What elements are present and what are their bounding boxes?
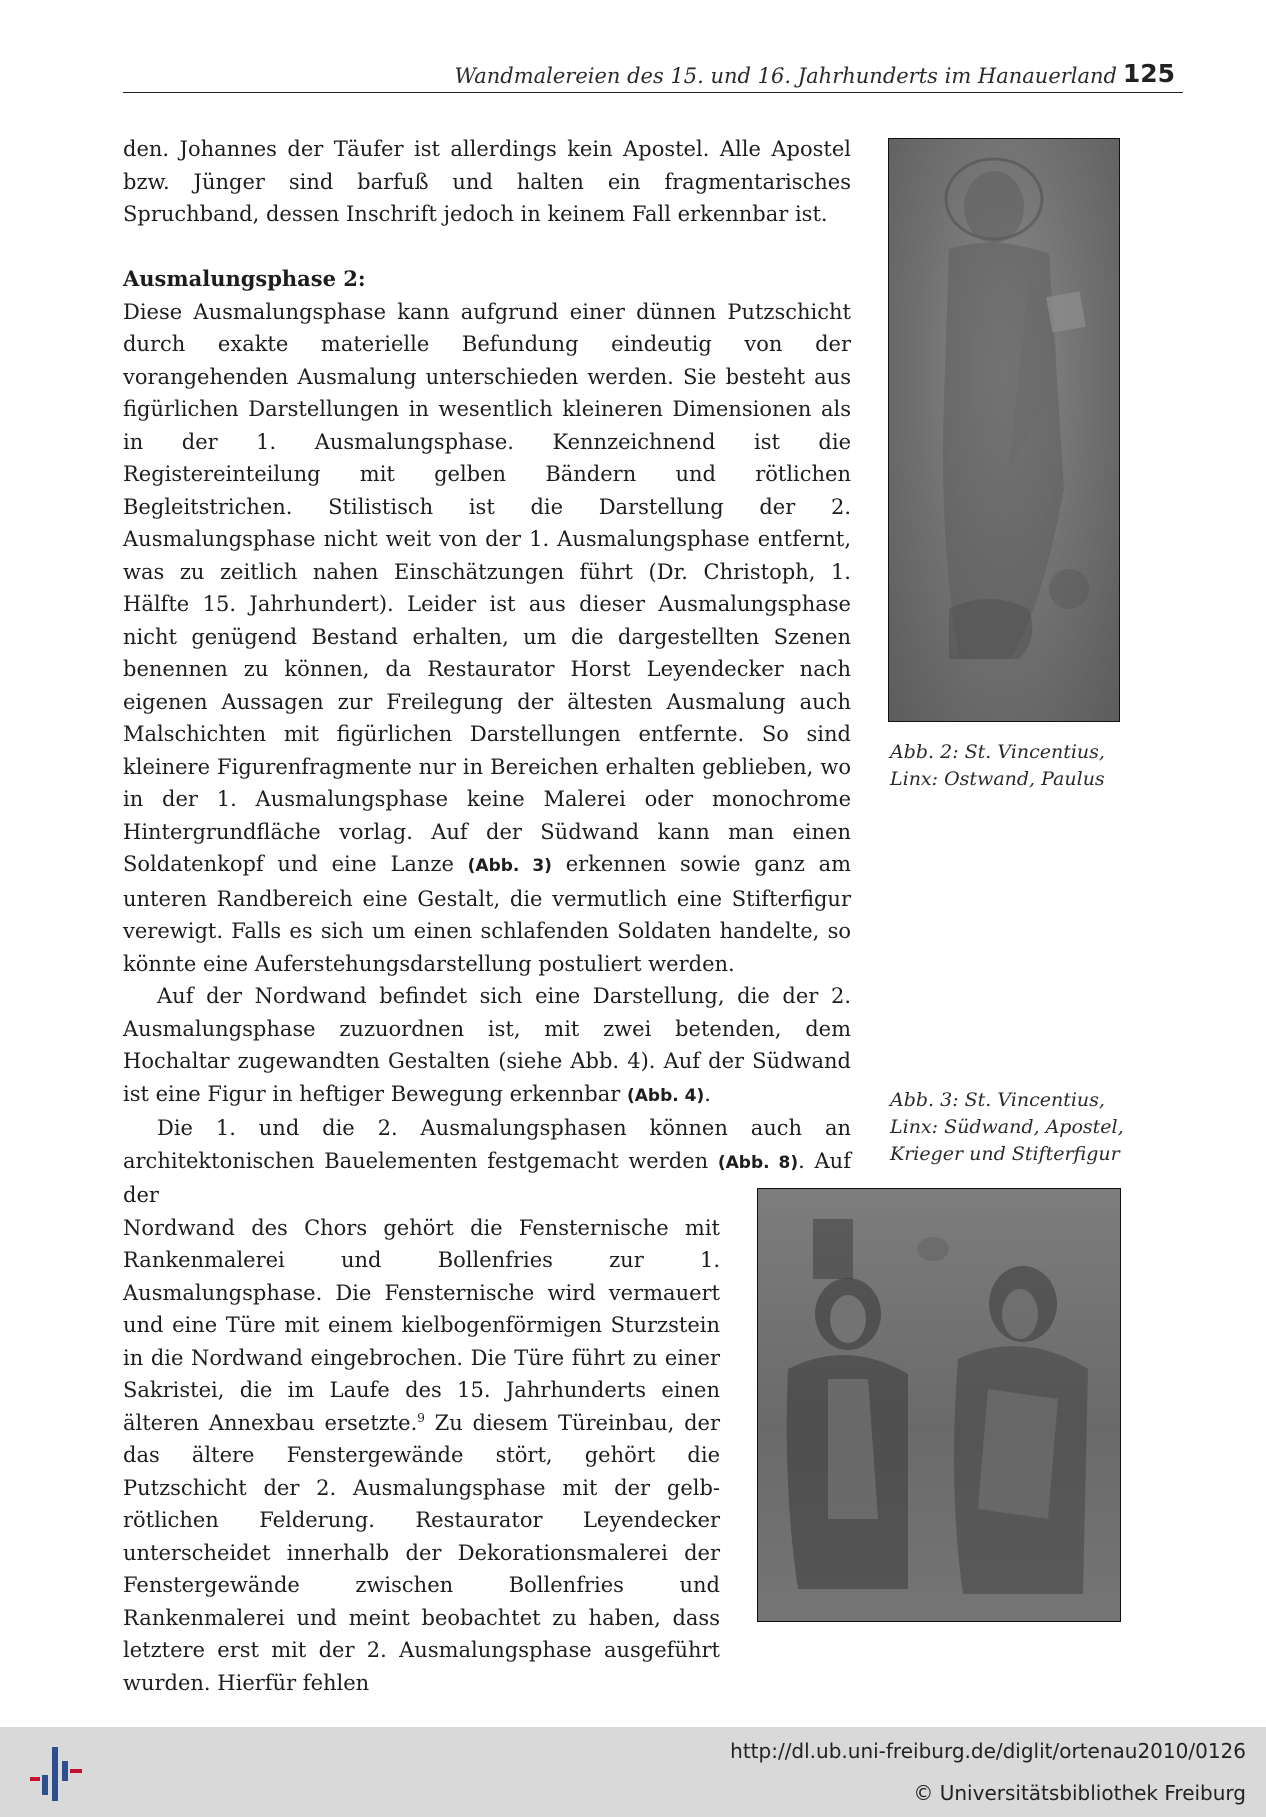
page-footer: [0, 1727, 1266, 1817]
caption-line: Linx: Südwand, Apostel,: [890, 1116, 1124, 1138]
figure-reference: (Abb. 8): [717, 1152, 799, 1173]
paragraph-fensternische-text-b: Zu diesem Türeinbau, der das ältere Fenstergewände stört, gehört die Putzschicht der 2. Ausmalungsphase mit der gelb-rötlichen Felderung. Restaurator Leyendecker unterscheidet innerhalb der Dekorationsmalerei der Fenstergewände zwischen Bollenfries und Rankenmalerei und meint beobachtet zu haben, dass letztere erst mit der 2. Ausmalungsphase ausgeführt wurden. Hierfür fehlen: [123, 1410, 720, 1695]
figure-reference: (Abb. 3): [467, 856, 552, 876]
caption-line: Krieger und Stifterfigur: [890, 1143, 1120, 1165]
figure-image-suedwand: [757, 1188, 1121, 1622]
running-title: Wandmalereien des 15. und 16. Jahrhunderts im Hanauerland: [454, 64, 1117, 88]
fresco-paulus-image: [889, 139, 1119, 721]
caption-line: Linx: Ostwand, Paulus: [890, 768, 1105, 790]
fresco-suedwand-image: [758, 1189, 1120, 1621]
figure-reference: (Abb. 4): [626, 1085, 705, 1106]
caption-line: Abb. 2: St. Vincentius,: [890, 741, 1105, 763]
copyright-notice: © Universitätsbibliothek Freiburg: [913, 1781, 1246, 1805]
paragraph-intro: den. Johannes der Täufer ist allerdings kein Apostel. Alle Apostel bzw. Jünger sind barfuß und halten ein fragmentarisches Spruchband, dessen Inschrift jedoch in keinem Fall erkennbar ist.: [123, 137, 851, 226]
paragraph-phase2-text-a: Diese Ausmalungsphase kann aufgrund einer dünnen Putzschicht durch exakte materielle Befundung eindeutig von der vorangehenden Ausmalung unterschieden werden. Sie besteht aus figürlichen Darstellungen in wesentlich kleineren Dimensionen als in der 1. Ausmalungsphase. Kennzeichnend ist die Registereinteilung mit gelben Bändern und rötlichen Begleitstrichen. Stilistisch ist die Darstellung der 2. Ausmalungsphase nicht weit von der 1. Ausmalungsphase entfernt, was zu zeitlich nahen Einschätzungen führt (Dr. Christoph, 1. Hälfte 15. Jahrhundert). Leider ist aus dieser Ausmalungsphase nicht genügend Bestand erhalten, um die dargestellten Szenen benennen zu können, da Restaurator Horst Leyendecker nach eigenen Aussagen zur Freilegung der ältesten Ausmalung auch Malschichten mit figürlichen Darstellungen entfernte. So sind kleinere Figurenfragmente nur in Bereichen erhalten geblieben, wo in der 1. Ausmalungsphase keine Malerei oder monochrome Hintergrundfläche vorlag. Auf der Südwand kann man einen Soldatenkopf und eine Lanze: [123, 299, 851, 876]
page-number: 125: [1122, 59, 1175, 88]
source-url[interactable]: http://dl.ub.uni-freiburg.de/diglit/ortenau2010/0126: [730, 1739, 1246, 1763]
caption-line: Abb. 3: St. Vincentius,: [890, 1089, 1105, 1111]
paragraph-nordwand-text-b: .: [704, 1081, 711, 1106]
ub-freiburg-logo-icon: [30, 1747, 82, 1801]
main-text: [123, 133, 851, 1699]
paragraph-architecture-text-b: . Auf der: [123, 1148, 851, 1207]
paragraph-phase2-text-b: erkennen sowie ganz am unteren Randbereich eine Gestalt, die vermutlich eine Stifterfigur verewigt. Falls es sich um einen schlafenden Soldaten handelte, so könnte eine Auferstehungsdarstellung postuliert werden.: [123, 852, 851, 976]
paragraph-architecture: [123, 1112, 851, 1212]
paragraph-architecture-text-a: Die 1. und die 2. Ausmalungsphasen können auch an architektonischen Bauelementen festgemacht werden: [123, 1116, 851, 1173]
paragraph-nordwand: [123, 980, 851, 1112]
page-header: [123, 59, 1183, 93]
figure-caption-3: [890, 1087, 1150, 1168]
paragraph-phase2: [123, 296, 851, 981]
footnote-marker: 9: [417, 1410, 425, 1425]
paragraph-nordwand-text-a: Auf der Nordwand befindet sich eine Darstellung, die der 2. Ausmalungsphase zuzuordnen ist, mit zwei betenden, dem Hochaltar zugewandten Gestalten (siehe Abb. 4). Auf der Südwand ist eine Figur in heftiger Bewegung erkennbar: [123, 984, 851, 1106]
paragraph-fensternische: [123, 1212, 720, 1700]
paragraph-gap: [123, 231, 851, 264]
figure-image-ostwand-paulus: [888, 138, 1120, 722]
paragraph-fensternische-text-a: Nordwand des Chors gehört die Fensternische mit Rankenmalerei und Bollenfries zur 1. Ausmalungsphase. Die Fensternische wird vermauert und eine Türe mit einem kielbogenförmigen Sturzstein in die Nordwand eingebrochen. Die Türe führt zu einer Sakristei, die im Laufe des 15. Jahrhunderts einen älteren Annexbau ersetzte.: [123, 1215, 720, 1435]
figure-caption-2: [890, 739, 1130, 793]
section-heading: Ausmalungsphase 2:: [123, 266, 366, 291]
